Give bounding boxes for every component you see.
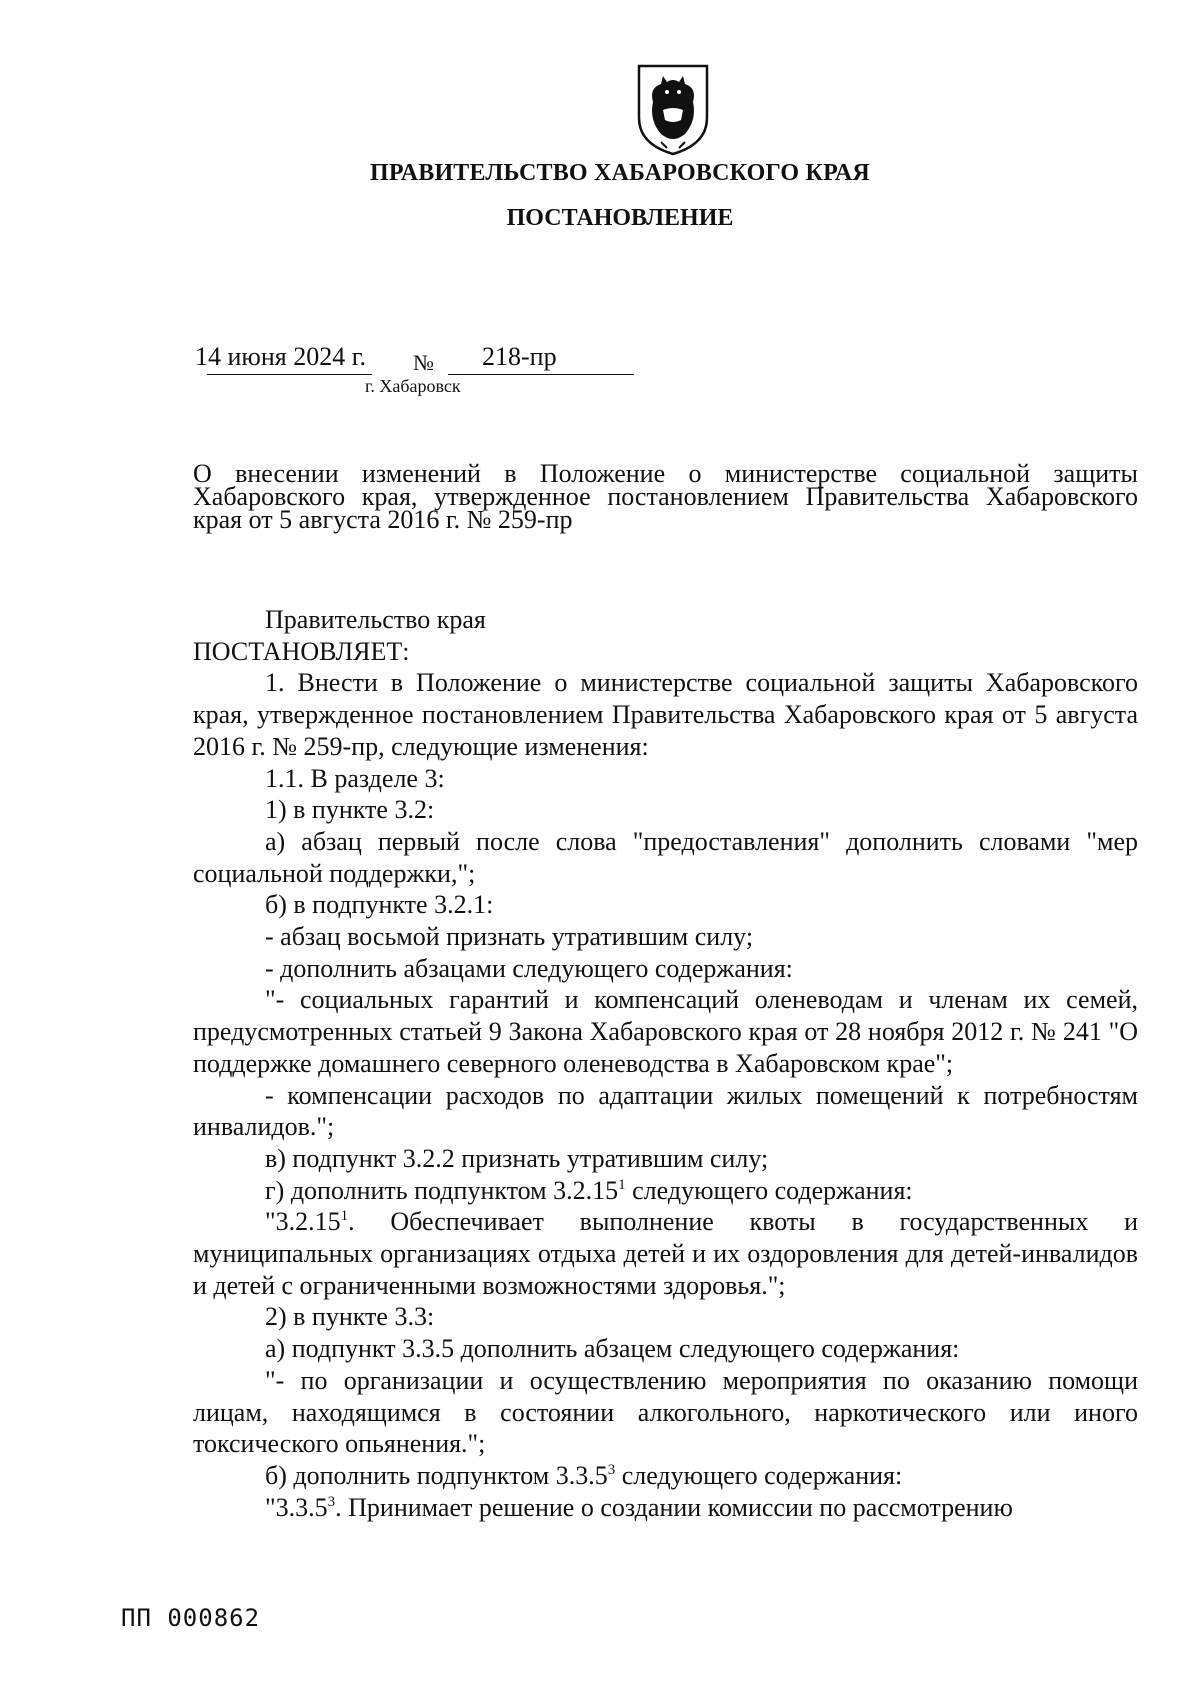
document-body	[193, 604, 1138, 1523]
paragraph: б) в подпункте 3.2.1:	[265, 890, 494, 920]
paragraph	[193, 1492, 1138, 1524]
text-segment: "3.3.5	[265, 1492, 328, 1522]
superscript: 3	[327, 1493, 336, 1510]
superscript: 1	[340, 1208, 349, 1225]
text-segment: б) дополнить подпунктом 3.3.5	[265, 1460, 608, 1490]
paragraph: 2) в пункте 3.3:	[265, 1302, 435, 1332]
document-type: ПОСТАНОВЛЕНИЕ	[506, 205, 734, 231]
paragraph: "- по организации и осуществлению мероприятия по оказанию помощи лицам, находящимся в состоянии алкогольного, наркотического или иного токсического опьянения.";	[193, 1365, 1138, 1459]
paragraph	[193, 1175, 1138, 1207]
number-sign: №	[413, 350, 434, 375]
paragraph	[193, 1460, 1138, 1492]
paragraph: - компенсации расходов по адаптации жилых помещений к потребностям инвалидов.";	[193, 1080, 1138, 1142]
text-segment: следующего содержания:	[615, 1460, 903, 1490]
document-city: г. Хабаровск	[365, 376, 461, 396]
text-segment: "3.2.15	[265, 1207, 341, 1237]
paragraph: - абзац восьмой признать утратившим силу;	[265, 922, 754, 952]
document-title: О внесении изменений в Положение о министерстве социальной защиты Хабаровского края, утвержденное постановлением Правительства Хабаровского края от 5 августа 2016 г. № 259-пр	[193, 459, 1138, 534]
paragraph: в) подпункт 3.2.2 признать утратившим силу;	[265, 1143, 769, 1173]
date-underline	[207, 374, 372, 375]
superscript: 3	[607, 1461, 616, 1478]
document-date: 14 июня 2024 г.	[195, 342, 366, 371]
paragraph	[193, 1206, 1138, 1301]
paragraph: ПОСТАНОВЛЯЕТ:	[193, 636, 410, 666]
paragraph: 1.1. В разделе 3:	[265, 763, 445, 793]
form-number: ПП 000862	[121, 1604, 261, 1632]
paragraph: а) абзац первый после слова "предоставления" дополнить словами "мер социальной поддержки,";	[193, 826, 1138, 888]
paragraph: 1) в пункте 3.2:	[265, 795, 435, 825]
superscript: 1	[618, 1176, 626, 1193]
organization-title: ПРАВИТЕЛЬСТВО ХАБАРОВСКОГО КРАЯ	[370, 160, 870, 186]
paragraph: - дополнить абзацами следующего содержания:	[265, 953, 793, 983]
paragraph: а) подпункт 3.3.5 дополнить абзацем следующего содержания:	[265, 1334, 960, 1364]
text-segment: следующего содержания:	[625, 1175, 913, 1205]
text-segment: г) дополнить подпунктом 3.2.15	[265, 1175, 619, 1205]
paragraph: 1. Внести в Положение о министерстве социальной защиты Хабаровского края, утвержденное постановлением Правительства Хабаровского края от 5 августа 2016 г. № 259-пр, следующие изменения:	[193, 668, 1138, 761]
coat-of-arms-emblem	[633, 62, 713, 157]
text-segment: . Принимает решение о создании комиссии по рассмотрению	[335, 1492, 1013, 1522]
document-number: 218-пр	[482, 342, 557, 371]
paragraph: Правительство края	[265, 605, 486, 634]
number-underline	[448, 374, 634, 375]
text-segment: . Обеспечивает выполнение квоты в государственных и муниципальных организациях отдыха детей и их оздоровления для детей-инвалидов и детей с ограниченными возможностями здоровья.";	[193, 1207, 1138, 1300]
paragraph: "- социальных гарантий и компенсаций оленеводам и членам их семей, предусмотренных статьей 9 Закона Хабаровского края от 28 ноября 2012 г. № 241 "О поддержке домашнего северного оленеводства в Хабаровском крае";	[193, 985, 1138, 1078]
